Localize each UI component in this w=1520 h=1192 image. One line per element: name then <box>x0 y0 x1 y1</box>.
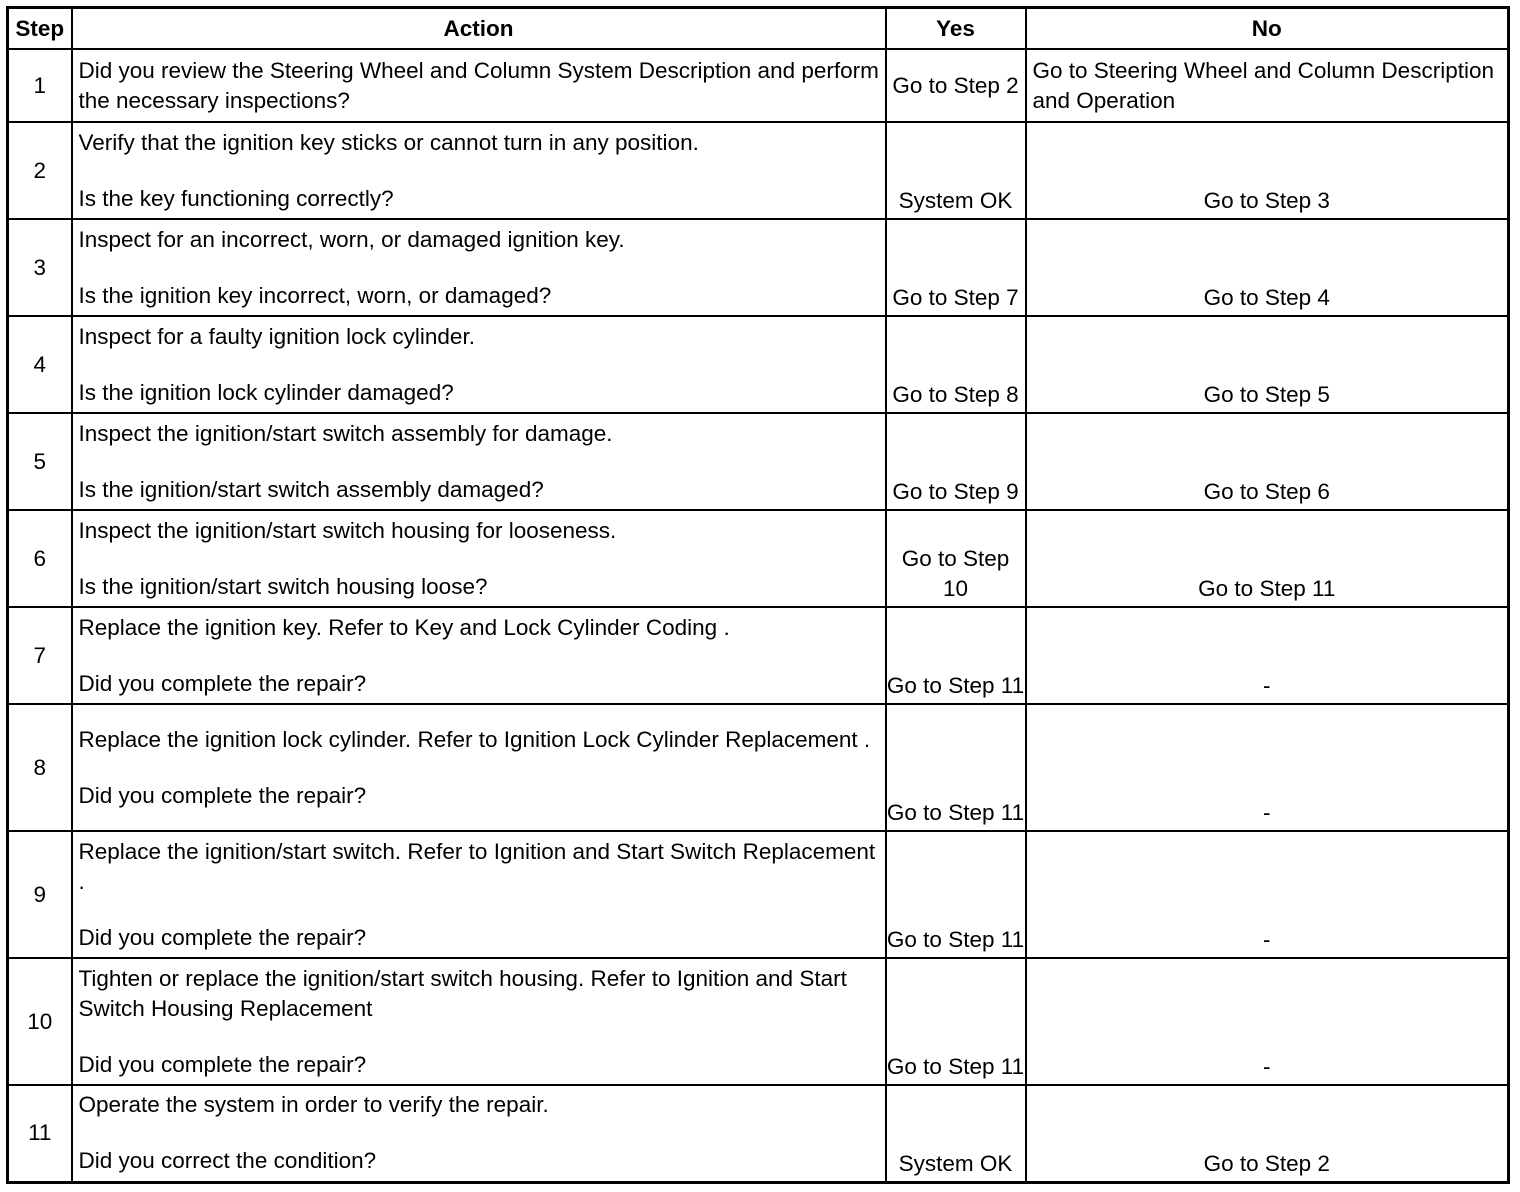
action-cell <box>72 413 886 510</box>
no-result: Go to Step 3 <box>1026 122 1509 219</box>
no-result: - <box>1026 704 1509 831</box>
action-instruction: Replace the ignition lock cylinder. Refer to Ignition Lock Cylinder Replacement . <box>78 726 871 752</box>
table-row <box>8 219 1509 316</box>
action-cell <box>72 1085 886 1182</box>
yes-result: System OK <box>886 122 1026 219</box>
action-cell <box>72 958 886 1085</box>
yes-result: Go to Step 11 <box>886 958 1026 1085</box>
action-cell <box>72 831 886 958</box>
step-number: 5 <box>8 413 72 510</box>
action-instruction: Inspect the ignition/start switch assembly for damage. <box>78 420 613 446</box>
header-yes: Yes <box>886 8 1026 50</box>
table-row <box>8 413 1509 510</box>
action-cell <box>72 219 886 316</box>
action-question: Did you complete the repair? <box>78 924 367 950</box>
step-number: 1 <box>8 49 72 122</box>
step-number: 3 <box>8 219 72 316</box>
action-instruction: Inspect for an incorrect, worn, or damaged ignition key. <box>78 226 625 252</box>
yes-result: Go to Step 11 <box>886 831 1026 958</box>
yes-result: Go to Step 8 <box>886 316 1026 413</box>
table-row <box>8 510 1509 607</box>
header-step: Step <box>8 8 72 50</box>
action-cell <box>72 49 886 122</box>
yes-result: Go to Step 7 <box>886 219 1026 316</box>
step-number: 2 <box>8 122 72 219</box>
no-result: Go to Step 11 <box>1026 510 1509 607</box>
header-action: Action <box>72 8 886 50</box>
action-question: Is the key functioning correctly? <box>78 185 394 211</box>
action-instruction: Inspect for a faulty ignition lock cylinder. <box>78 323 475 349</box>
action-question: Did you complete the repair? <box>78 1051 367 1077</box>
action-instruction: Did you review the Steering Wheel and Column System Description and perform the necessary inspections? <box>78 57 879 113</box>
table-row <box>8 607 1509 704</box>
action-question: Is the ignition/start switch assembly damaged? <box>78 476 544 502</box>
no-result: - <box>1026 831 1509 958</box>
action-question: Did you correct the condition? <box>78 1148 377 1174</box>
action-instruction: Tighten or replace the ignition/start switch housing. Refer to Ignition and Start Switch Housing Replacement <box>78 965 847 1021</box>
table-row <box>8 316 1509 413</box>
action-cell <box>72 510 886 607</box>
step-number: 8 <box>8 704 72 831</box>
yes-result: Go to Step 11 <box>886 607 1026 704</box>
table-row <box>8 122 1509 219</box>
action-instruction: Replace the ignition/start switch. Refer to Ignition and Start Switch Replacement . <box>78 838 876 894</box>
no-result: Go to Steering Wheel and Column Description and Operation <box>1026 49 1509 122</box>
header-no: No <box>1026 8 1509 50</box>
action-question: Did you complete the repair? <box>78 670 367 696</box>
table-row <box>8 958 1509 1085</box>
no-result: Go to Step 5 <box>1026 316 1509 413</box>
step-number: 4 <box>8 316 72 413</box>
action-instruction: Operate the system in order to verify the repair. <box>78 1092 549 1118</box>
action-question: Is the ignition key incorrect, worn, or damaged? <box>78 282 552 308</box>
no-result: Go to Step 2 <box>1026 1085 1509 1182</box>
action-instruction: Verify that the ignition key sticks or cannot turn in any position. <box>78 129 699 155</box>
yes-result: Go to Step 11 <box>886 704 1026 831</box>
action-cell <box>72 704 886 831</box>
step-number: 10 <box>8 958 72 1085</box>
no-result: Go to Step 6 <box>1026 413 1509 510</box>
yes-result: Go to Step 10 <box>886 510 1026 607</box>
step-number: 6 <box>8 510 72 607</box>
table-row <box>8 704 1509 831</box>
diagnostic-table-container <box>6 6 1507 1184</box>
yes-result: System OK <box>886 1085 1026 1182</box>
step-number: 9 <box>8 831 72 958</box>
header-row <box>8 8 1509 50</box>
no-result: - <box>1026 607 1509 704</box>
table-row <box>8 1085 1509 1182</box>
diagnostic-table <box>6 6 1510 1184</box>
action-instruction: Replace the ignition key. Refer to Key and Lock Cylinder Coding . <box>78 614 730 640</box>
action-question: Is the ignition lock cylinder damaged? <box>78 379 454 405</box>
table-row <box>8 49 1509 122</box>
step-number: 7 <box>8 607 72 704</box>
no-result: - <box>1026 958 1509 1085</box>
action-cell <box>72 122 886 219</box>
action-question: Is the ignition/start switch housing loose? <box>78 573 488 599</box>
action-cell <box>72 607 886 704</box>
action-cell <box>72 316 886 413</box>
yes-result: Go to Step 9 <box>886 413 1026 510</box>
action-instruction: Inspect the ignition/start switch housing for looseness. <box>78 517 617 543</box>
action-question: Did you complete the repair? <box>78 782 367 808</box>
step-number: 11 <box>8 1085 72 1182</box>
no-result: Go to Step 4 <box>1026 219 1509 316</box>
yes-result: Go to Step 2 <box>886 49 1026 122</box>
table-row <box>8 831 1509 958</box>
